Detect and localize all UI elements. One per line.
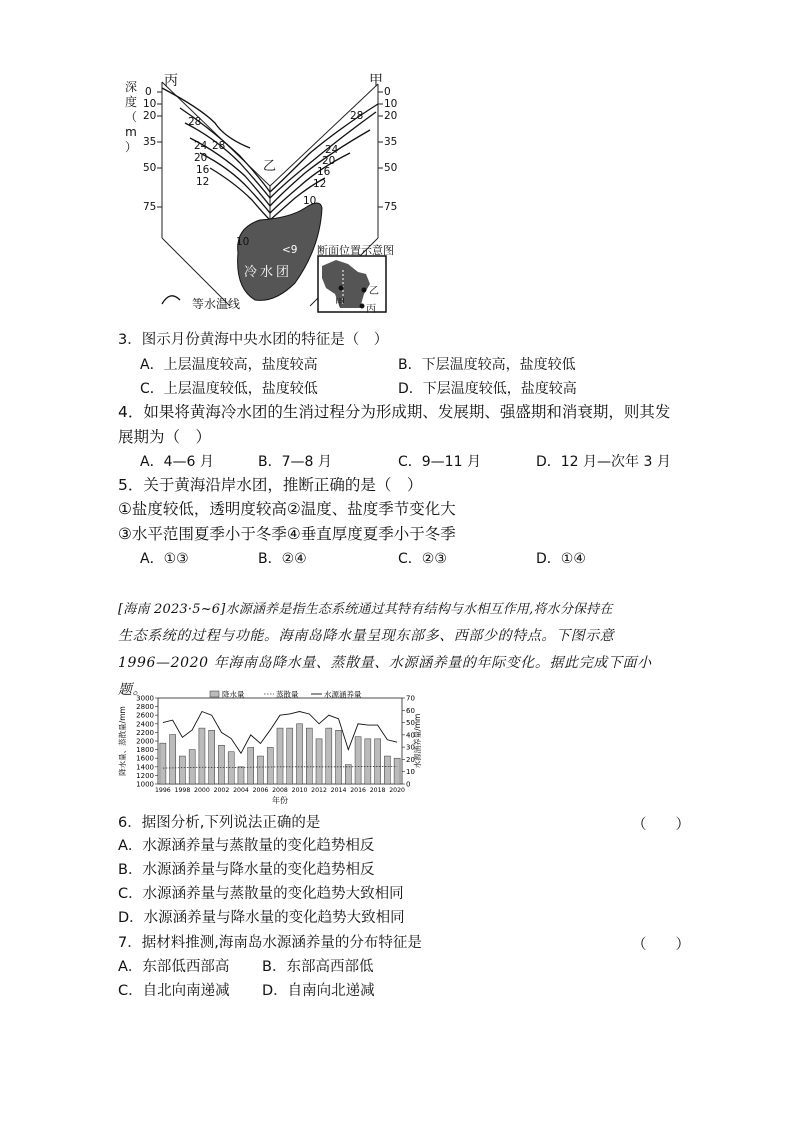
q7-option-c: C．自北向南递减 [118,983,230,999]
q5-stem: 5．关于黄海沿岸水团，推断正确的是（ ） [118,476,423,494]
q5-option-d: D．①④ [536,551,586,567]
precipitation-bar [326,728,332,784]
x-tick-label: 2020 [389,787,405,794]
y-right-tick-label: 20 [406,755,415,764]
q7-option-a: A．东部低西部高 [118,959,230,975]
q5-statements-line1: ①盐度较低，透明度较高②温度、盐度季节变化大 [118,500,456,518]
y-left-tick-label: 1600 [136,754,154,763]
precipitation-bar [316,739,322,784]
q6-option-b: B．水源涵养量与降水量的变化趋势相反 [118,862,375,878]
y-right-tick-label: 60 [406,706,415,715]
precipitation-bar [257,756,263,784]
inset-label-jia: 甲 [335,298,345,309]
intro-line-4: 题。 [118,682,148,698]
precipitation-bar [209,730,215,784]
q3-option-b: B．下层温度较高，盐度较低 [398,357,576,373]
cold-water-mass-core [238,203,322,300]
precipitation-bar [355,737,361,784]
core-isotherm-9: <9 [282,244,298,256]
q6-option-a: A．水源涵养量与蒸散量的变化趋势相反 [118,838,375,854]
x-tick-label: 2012 [311,787,327,794]
depth-axis-label: 深 度 （ m ） [124,80,137,154]
y-left-tick-label: 1800 [136,746,154,755]
q4-stem-line2: 展期为（ ） [118,428,212,446]
x-tick-label: 1996 [155,787,171,794]
q7-answer-blank: （ ） [632,937,690,953]
legend-isotherm-symbol [162,296,180,304]
y-left-tick-label: 3000 [136,694,154,703]
legend-label: 等水温线 [192,297,241,311]
y-left-tick-label: 2000 [136,737,154,746]
label-jia: 甲 [369,73,383,89]
x-tick-label: 1998 [174,787,191,794]
legend-label-cons: 水源涵养量 [324,690,362,699]
precipitation-bar [170,735,176,784]
y-left-tick-label: 2400 [136,720,154,729]
precipitation-bar [336,730,342,784]
x-axis-title: 年份 [272,796,288,805]
legend-label-precip: 降水量 [222,690,245,699]
y-right-axis-title: 水源涵养量/mm [413,713,422,769]
intro-line-2: 生态系统的过程与功能。海南岛降水量呈现东部多、西部少的特点。下图示意 [118,628,615,644]
x-tick-label: 2006 [252,787,269,794]
q5-option-c: C．②③ [398,551,447,567]
y-right-tick-label: 10 [406,768,415,777]
precipitation-bar [384,756,390,784]
precipitation-bar [296,724,302,784]
x-tick-label: 2016 [350,787,366,794]
label-yi: 乙 [263,159,277,174]
label-bing: 丙 [164,73,178,89]
precipitation-bar [306,728,312,784]
q6-option-c: C．水源涵养量与蒸散量的变化趋势大致相同 [118,886,404,902]
x-tick-label: 2014 [330,787,347,794]
q7-option-b: B．东部高西部低 [262,959,374,975]
precipitation-bar [375,739,381,784]
q3-option-a: A．上层温度较高，盐度较高 [140,357,318,373]
intro-line-3: 1996—2020 年海南岛降水量、蒸散量、水源涵养量的年际变化。据此完成下面小 [118,655,652,671]
hainan-water-chart [116,688,436,808]
legend-label-evap: 蒸散量 [276,690,299,699]
x-tick-label: 2010 [291,787,308,794]
y-left-tick-label: 1000 [136,780,154,789]
precipitation-bar [199,728,205,784]
q4-stem-line1: 4．如果将黄海冷水团的生消过程分为形成期、发展期、强盛期和消衰期，则其发 [118,403,671,421]
q3-option-c: C．上层温度较低，盐度较低 [140,381,318,397]
q5-option-b: B．②④ [258,551,307,567]
q4-option-b: B．7—8 月 [258,454,332,470]
precipitation-bar [218,745,224,784]
precipitation-bar [189,750,195,784]
precipitation-bar [238,767,244,784]
y-left-tick-label: 2200 [136,728,154,737]
legend-bar-swatch [210,691,219,697]
precipitation-bar [287,728,293,784]
q3-option-d: D．下层温度较低，盐度较高 [398,381,577,397]
core-isotherm-10: 10 [236,236,250,248]
q4-option-a: A．4—6 月 [140,454,214,470]
q7-option-d: D．自南向北递减 [262,983,375,999]
y-right-tick-label: 50 [406,719,415,728]
precipitation-bar [345,765,351,784]
precipitation-bar [365,739,371,784]
x-tick-label: 2002 [213,787,230,794]
precipitation-bar [277,728,283,784]
q6-stem: 6．据图分析,下列说法正确的是 [118,815,321,831]
intro-line-1: [海南 2023·5~6]水源涵养是指生态系统通过其特有结构与水相互作用,将水分保持在 [118,602,613,617]
cold-water-mass-label: 冷水团 [244,265,293,280]
x-tick-label: 2004 [233,787,249,794]
y-left-tick-label: 2600 [136,711,154,720]
y-right-tick-label: 0 [406,780,411,789]
precipitation-bar [394,758,400,784]
q4-option-c: C．9—11 月 [398,454,481,470]
y-right-tick-label: 40 [406,731,415,740]
x-tick-label: 2018 [369,787,386,794]
precipitation-bar [248,747,254,784]
q5-statements-line2: ③水平范围夏季小于冬季④垂直厚度夏季小于冬季 [118,525,456,543]
y-left-tick-label: 1400 [136,763,154,772]
y-left-tick-label: 1200 [136,771,154,780]
x-tick-label: 2008 [272,787,288,794]
inset-label-yi: 乙 [369,286,379,297]
q4-option-d: D．12 月—次年 3 月 [536,454,671,470]
x-tick-label: 2000 [194,787,210,794]
precipitation-bar [267,747,273,784]
y-left-axis-title: 降水量、蒸散量/mm [118,706,127,776]
y-right-tick-label: 70 [406,694,415,703]
inset-title: 断面位置示意图 [317,244,394,257]
q6-answer-blank: （ ） [632,817,690,833]
q3-stem: 3．图示月份黄海中央水团的特征是（ ） [118,332,389,348]
y-left-tick-label: 2800 [136,703,154,712]
inset-label-bing: 丙 [366,304,376,315]
precipitation-bar [179,756,185,784]
q7-stem: 7．据材料推测,海南岛水源涵养量的分布特征是 [118,935,422,951]
y-right-tick-label: 30 [406,743,415,752]
precipitation-bar [160,743,166,784]
q6-option-d: D．水源涵养量与降水量的变化趋势大致相同 [118,910,405,926]
q5-option-a: A．①③ [140,551,189,567]
